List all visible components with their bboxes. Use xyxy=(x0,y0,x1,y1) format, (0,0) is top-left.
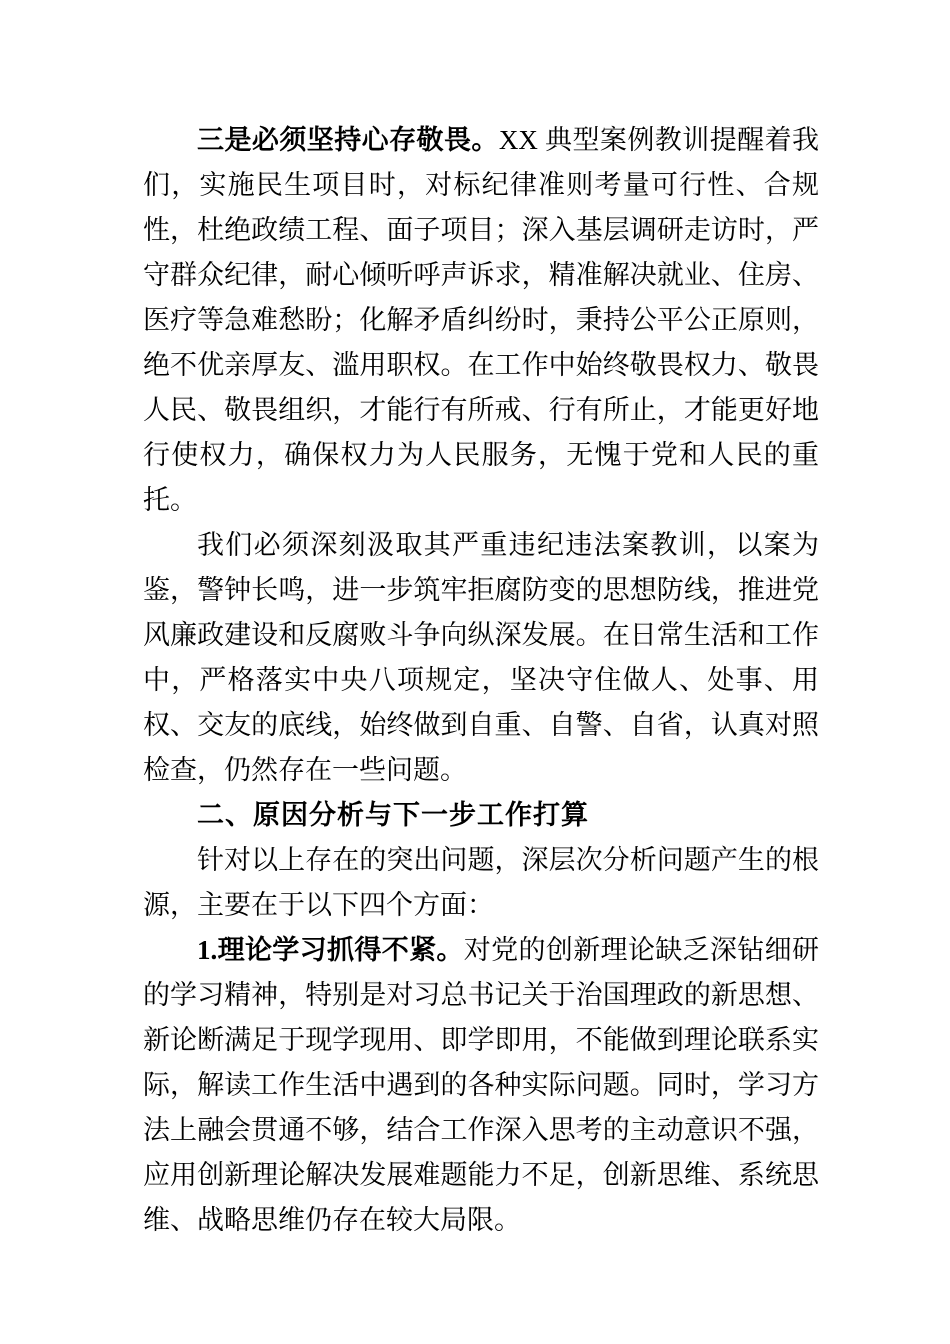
paragraph: 针对以上存在的突出问题，深层次分析问题产生的根源，主要在于以下四个方面： xyxy=(143,845,819,920)
paragraph: 我们必须深刻汲取其严重违纪违法案教训，以案为鉴，警钟长鸣，进一步筑牢拒腐防变的思想防线，推进党风廉政建设和反腐败斗争向纵深发展。在日常生活和工作中，严格落实中央八项规定，坚决守住做人、处事、用权、交友的底线，始终做到自重、自警、自省，认真对照检查，仍然存在一些问题。 xyxy=(143,530,819,785)
paragraph-bold-lead: 1.理论学习抓得不紧。 xyxy=(197,935,464,965)
paragraph: 1.理论学习抓得不紧。对党的创新理论缺乏深钻细研的学习精神，特别是对习总书记关于治国理政的新思想、新论断满足于现学现用、即学即用，不能做到理论联系实际，解读工作生活中遇到的各种实际问题。同时，学习方法上融会贯通不够，结合工作深入思考的主动意识不强，应用创新理论解决发展难题能力不足，创新思维、系统思维、战略思维仍存在较大局限。 xyxy=(143,935,820,1235)
section-heading: 二、原因分析与下一步工作打算 xyxy=(197,800,589,830)
paragraph-bold-lead: 三是必须坚持心存敬畏。 xyxy=(197,125,499,155)
document-body xyxy=(143,118,819,1243)
paragraph: 三是必须坚持心存敬畏。XX 典型案例教训提醒着我们，实施民生项目时，对标纪律准则考量可行性、合规性，杜绝政绩工程、面子项目；深入基层调研走访时，严守群众纪律，耐心倾听呼声诉求，精准解决就业、住房、医疗等急难愁盼；化解矛盾纠纷时，秉持公平公正原则，绝不优亲厚友、滥用职权。在工作中始终敬畏权力、敬畏人民、敬畏组织，才能行有所戒、行有所止，才能更好地行使权力，确保权力为人民服务，无愧于党和人民的重托。 xyxy=(143,125,820,515)
